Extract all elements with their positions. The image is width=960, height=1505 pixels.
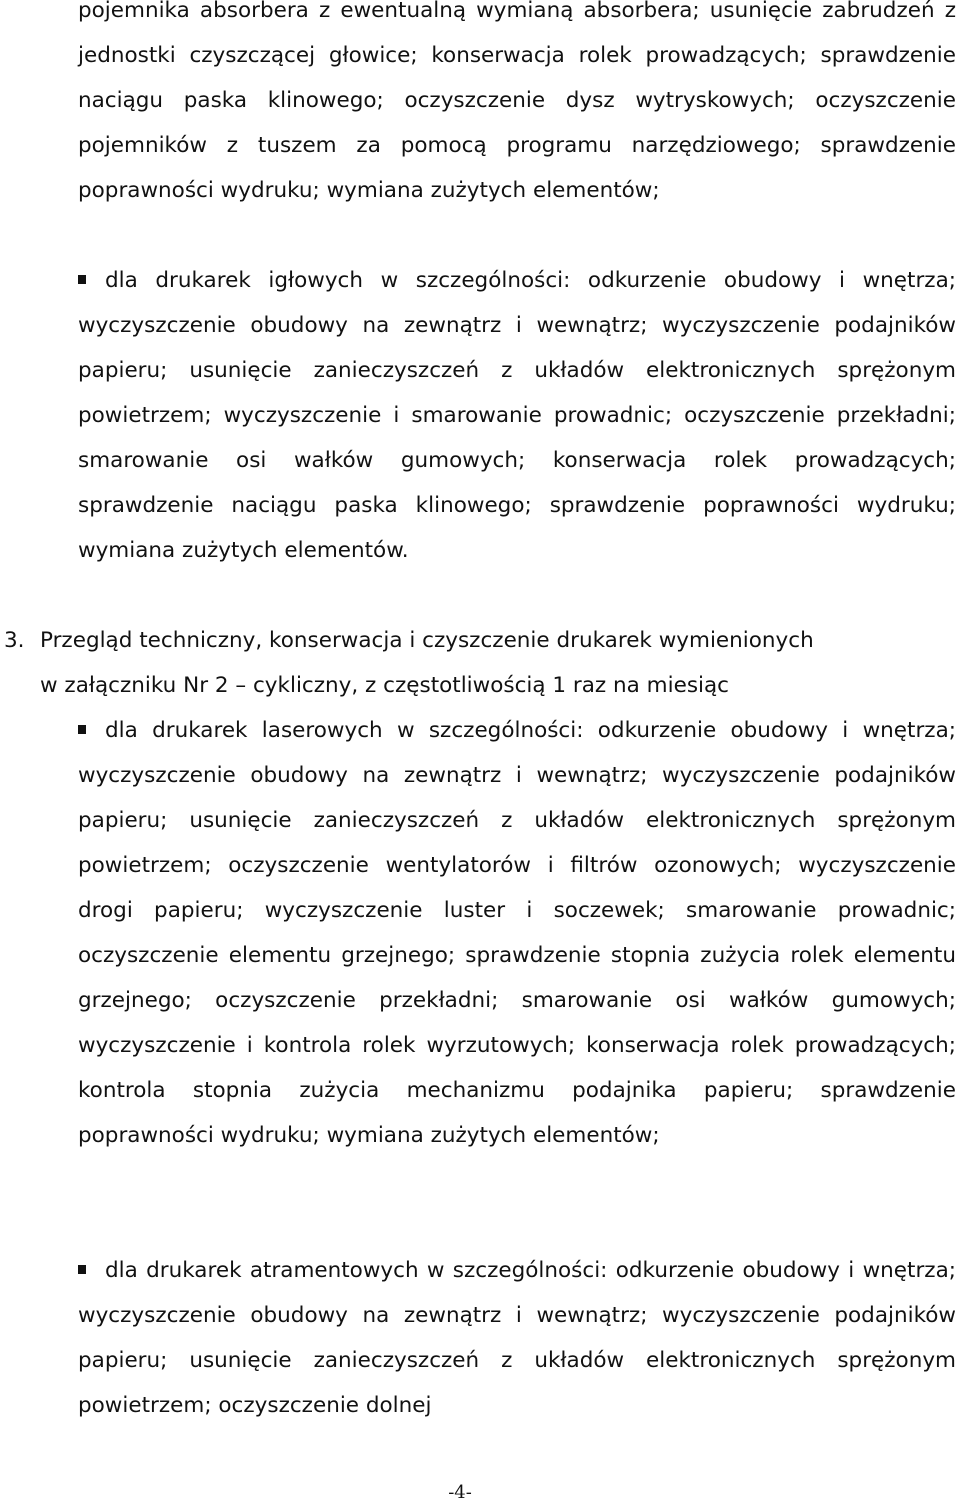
square-bullet-icon <box>78 1265 86 1274</box>
page-number: -4- <box>448 1482 472 1503</box>
bullet-item-needle-printers <box>78 258 956 573</box>
square-bullet-icon <box>78 725 86 734</box>
section-title-line-1: Przegląd techniczny, konserwacja i czyszczenie drukarek wymienionych <box>40 628 814 653</box>
section-number: 3. <box>4 628 25 653</box>
bullet-item-laser-printers <box>78 708 956 1158</box>
bullet-text: dla drukarek igłowych w szczególności: odkurzenie obudowy i wnętrza; wyczyszczenie obudowy na zewnątrz i wewnątrz; wyczyszczenie podajników papieru; usunięcie zanieczyszczeń z układów elektronicznych sprężonym powietrzem; wyczyszczenie i smarowanie prowadnic; oczyszczenie przekładni; smarowanie osi wałków gumowych; konserwacja rolek prowadzących; sprawdzenie naciągu paska klinowego; sprawdzenie poprawności wydruku; wymiana zużytych elementów. <box>78 268 956 563</box>
bullet-text: dla drukarek atramentowych w szczególności: odkurzenie obudowy i wnętrza; wyczyszczenie obudowy na zewnątrz i wewnątrz; wyczyszczenie podajników papieru; usunięcie zanieczyszczeń z układów elektronicznych sprężonym powietrzem; oczyszczenie dolnej <box>78 1258 956 1418</box>
continuation-paragraph: pojemnika absorbera z ewentualną wymianą absorbera; usunięcie zabrudzeń z jednostki czyszczącej głowice; konserwacja rolek prowadzących; sprawdzenie naciągu paska klinowego; oczyszczenie dysz wytryskowych; oczyszczenie pojemników z tuszem za pomocą programu narzędziowego; sprawdzenie poprawności wydruku; wymiana zużytych elementów; <box>78 0 956 203</box>
bullet-text: dla drukarek laserowych w szczególności: odkurzenie obudowy i wnętrza; wyczyszczenie obudowy na zewnątrz i wewnątrz; wyczyszczenie podajników papieru; usunięcie zanieczyszczeń z układów elektronicznych sprężonym powietrzem; oczyszczenie wentylatorów i filtrów ozonowych; wyczyszczenie drogi papieru; wyczyszczenie luster i soczewek; smarowanie prowadnic; oczyszczenie elementu grzejnego; sprawdzenie stopnia zużycia rolek elementu grzejnego; oczyszczenie przekładni; smarowanie osi wałków gumowych; wyczyszczenie i kontrola rolek wyrzutowych; konserwacja rolek prowadzących; kontrola stopnia zużycia mechanizmu podajnika papieru; sprawdzenie poprawności wydruku; wymiana zużytych elementów; <box>78 718 956 1148</box>
square-bullet-icon <box>78 275 86 284</box>
section-heading <box>4 618 956 698</box>
bullet-item-inkjet-printers <box>78 1248 956 1428</box>
section-title-line-2: w załączniku Nr 2 – cykliczny, z częstotliwością 1 raz na miesiąc <box>40 673 729 698</box>
